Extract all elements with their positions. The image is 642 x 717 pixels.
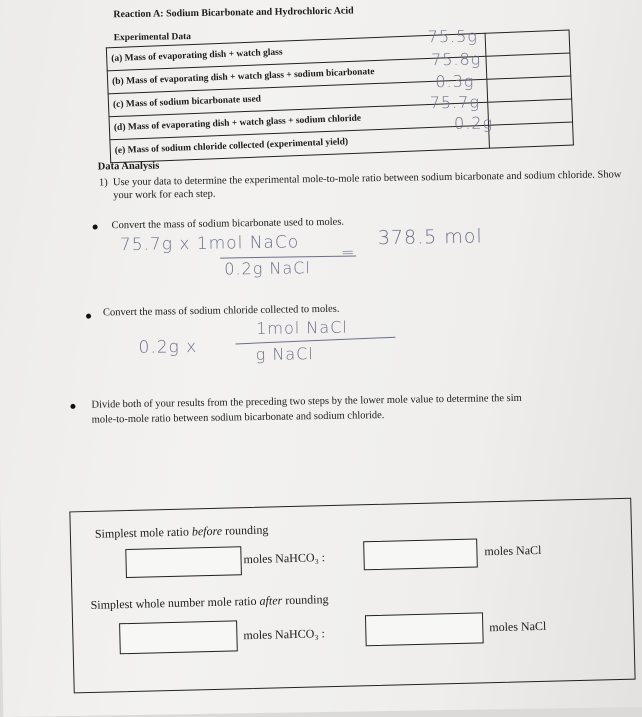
handwritten-work-1-denominator: 0.2g NaCl bbox=[224, 258, 311, 279]
nacl-before-input[interactable] bbox=[363, 538, 478, 570]
row-value-cell-a[interactable] bbox=[485, 30, 570, 56]
bullet-dot bbox=[93, 225, 98, 230]
unit-nacl-label: moles NaCl bbox=[489, 618, 547, 635]
handwritten-work-2-numerator: 1mol NaCl bbox=[256, 317, 348, 339]
handwritten-work-2-denominator: g NaCl bbox=[255, 344, 314, 365]
question-text: Use your data to determine the experimental mole-to-mole ratio between sodium bicarbonate and sodium chloride. Show your work for each step. bbox=[112, 169, 622, 202]
nahco3-after-input[interactable] bbox=[119, 620, 238, 654]
row-value-cell-d[interactable] bbox=[488, 99, 573, 125]
handwritten-value-d: 75.7g bbox=[429, 92, 481, 113]
row-label-e: (e) Mass of sodium chloride collected (experimental yield) bbox=[110, 125, 490, 163]
handwritten-value-a: 75.5g bbox=[427, 26, 479, 47]
row-label-c: (c) Mass of sodium bicarbonate used bbox=[108, 79, 488, 117]
handwritten-work-2-left: 0.2g x bbox=[138, 336, 198, 358]
bullet-text-convert-chloride: Convert the mass of sodium chloride collected to moles. bbox=[102, 303, 340, 319]
handwritten-value-e: 0.2g bbox=[453, 113, 494, 133]
bullet-text-divide-line1: Divide both of your results from the preceding two steps by the lower mole value to determine the sim bbox=[91, 392, 522, 411]
experimental-data-table bbox=[106, 30, 574, 164]
bullet-dot bbox=[86, 314, 91, 319]
ratio-answer-box bbox=[69, 498, 635, 694]
experimental-data-label: Experimental Data bbox=[113, 32, 192, 44]
bullet-text-convert-bicarbonate: Convert the mass of sodium bicarbonate used to moles. bbox=[111, 216, 345, 232]
question-1 bbox=[98, 168, 629, 202]
handwritten-work-1-numerator: 75.7g x 1mol NaCo bbox=[119, 232, 300, 256]
before-rounding-title: Simplest mole ratio before rounding bbox=[94, 522, 269, 541]
nacl-after-input[interactable] bbox=[365, 612, 484, 646]
row-label-a: (a) Mass of evaporating dish + watch glass bbox=[106, 33, 486, 71]
handwritten-value-b: 75.8g bbox=[430, 49, 482, 70]
nahco3-before-input[interactable] bbox=[125, 546, 242, 578]
handwritten-equals: = bbox=[340, 242, 356, 262]
bullet-dot bbox=[70, 404, 75, 409]
row-label-d: (d) Mass of evaporating dish + watch glass + sodium chloride bbox=[109, 102, 489, 140]
row-value-cell-c[interactable] bbox=[487, 76, 572, 102]
row-label-b: (b) Mass of evaporating dish + watch glass + sodium bicarbonate bbox=[107, 56, 487, 94]
unit-nahco3-label: moles NaHCO₃ : bbox=[243, 626, 326, 643]
handwritten-work-1-result: 378.5 mol bbox=[377, 225, 483, 250]
reaction-title: Reaction A: Sodium Bicarbonate and Hydrochloric Acid bbox=[113, 5, 354, 21]
data-analysis-heading: Data Analysis bbox=[97, 160, 160, 173]
question-number: 1) bbox=[98, 177, 108, 189]
bullet-text-divide-line2: mole-to-mole ratio between sodium bicarbonate and sodium chloride. bbox=[91, 410, 385, 426]
after-rounding-title: Simplest whole number mole ratio after rounding bbox=[90, 592, 329, 612]
unit-nahco3-label: moles NaHCO₃ : bbox=[243, 550, 326, 567]
handwritten-value-c: 0.3g bbox=[435, 71, 475, 92]
unit-nacl-label: moles NaCl bbox=[484, 542, 542, 559]
row-value-cell-b[interactable] bbox=[486, 53, 571, 79]
row-value-cell-e[interactable] bbox=[489, 122, 574, 148]
